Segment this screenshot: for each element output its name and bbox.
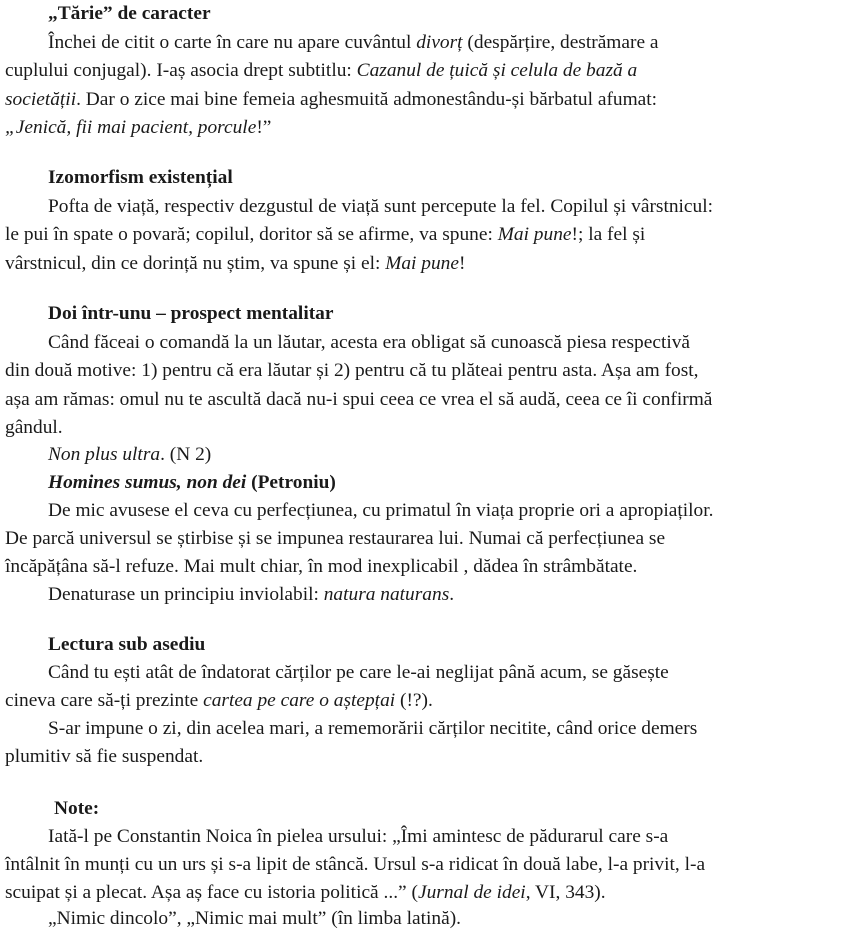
paragraph-line: „Jenică, fii mai pacient, porcule!” [5,117,272,138]
paragraph-line: din două motive: 1) pentru că era lăutar și 2) pentru că tu plăteai pentru asta. Așa am fost, [5,360,699,381]
paragraph-line: gândul. [5,417,63,438]
paragraph-line: cineva care să-ți prezinte cartea pe care o aștepțai (!?). [5,690,433,711]
paragraph-line: le pui în spate o povară; copilul, doritor să se afirme, va spune: Mai pune!; la fel și [5,224,646,245]
paragraph-line: Non plus ultra. (N 2) [48,444,212,465]
section-heading-doi-intr-unu: Doi într-unu – prospect mentalitar [48,303,334,324]
paragraph-line: De parcă universul se știrbise și se impunea restaurarea lui. Numai că perfecțiunea se [5,528,666,549]
paragraph-line: vârstnicul, din ce dorință nu știm, va spune și el: Mai pune! [5,253,466,274]
paragraph-line: De mic avusese el ceva cu perfecțiunea, cu primatul în viața proprie ori a apropiaților. [48,500,714,521]
paragraph-line: scuipat și a plecat. Așa aș face cu istoria politică ...” (Jurnal de idei, VI, 343). [5,882,606,903]
paragraph-line: Închei de citit o carte în care nu apare cuvântul divorț (despărțire, destrămare a [48,32,659,53]
paragraph-line: Denaturase un principiu inviolabil: natura naturans. [48,584,455,605]
paragraph-line: cuplului conjugal). I-aș asocia drept subtitlu: Cazanul de țuică și celula de bază a [5,60,638,81]
paragraph-line: Când tu ești atât de îndatorat cărților pe care le-ai neglijat până acum, se găsește [48,662,669,683]
paragraph-line: încăpățâna să-l refuze. Mai mult chiar, în mod inexplicabil , dădea în strâmbătate. [5,556,638,577]
notes-heading: Note: [54,798,100,819]
section-heading-tarie: „Tărie” de caracter [48,3,211,24]
paragraph-line: „Nimic dincolo”, „Nimic mai mult” (în limba latină). [48,908,462,929]
section-heading-lectura: Lectura sub asediu [48,634,206,655]
paragraph-line: plumitiv să fie suspendat. [5,746,204,767]
paragraph-line: Iată-l pe Constantin Noica în pielea ursului: „Îmi amintesc de pădurarul care s-a [48,826,669,847]
paragraph-line: Când făceai o comandă la un lăutar, acesta era obligat să cunoască piesa respectivă [48,332,691,353]
paragraph-line: S-ar impune o zi, din acelea mari, a rememorării cărților necitite, când orice demers [48,718,698,739]
section-heading-izomorfism: Izomorfism existențial [48,167,233,188]
paragraph-line: Homines sumus, non dei (Petroniu) [48,472,336,493]
paragraph-line: așa am rămas: omul nu te ascultă dacă nu-i spui ceea ce vrea el să audă, ceea ce îi confirmă [5,389,713,410]
paragraph-line: Pofta de viață, respectiv dezgustul de viață sunt percepute la fel. Copilul și vârstnicul: [48,196,714,217]
paragraph-line: întâlnit în munți cu un urs și s-a lipit de stâncă. Ursul s-a ridicat în două labe, l-a privit, l-a [5,854,706,875]
paragraph-line: societății. Dar o zice mai bine femeia aghesmuită admonestându-și bărbatul afumat: [5,89,658,110]
